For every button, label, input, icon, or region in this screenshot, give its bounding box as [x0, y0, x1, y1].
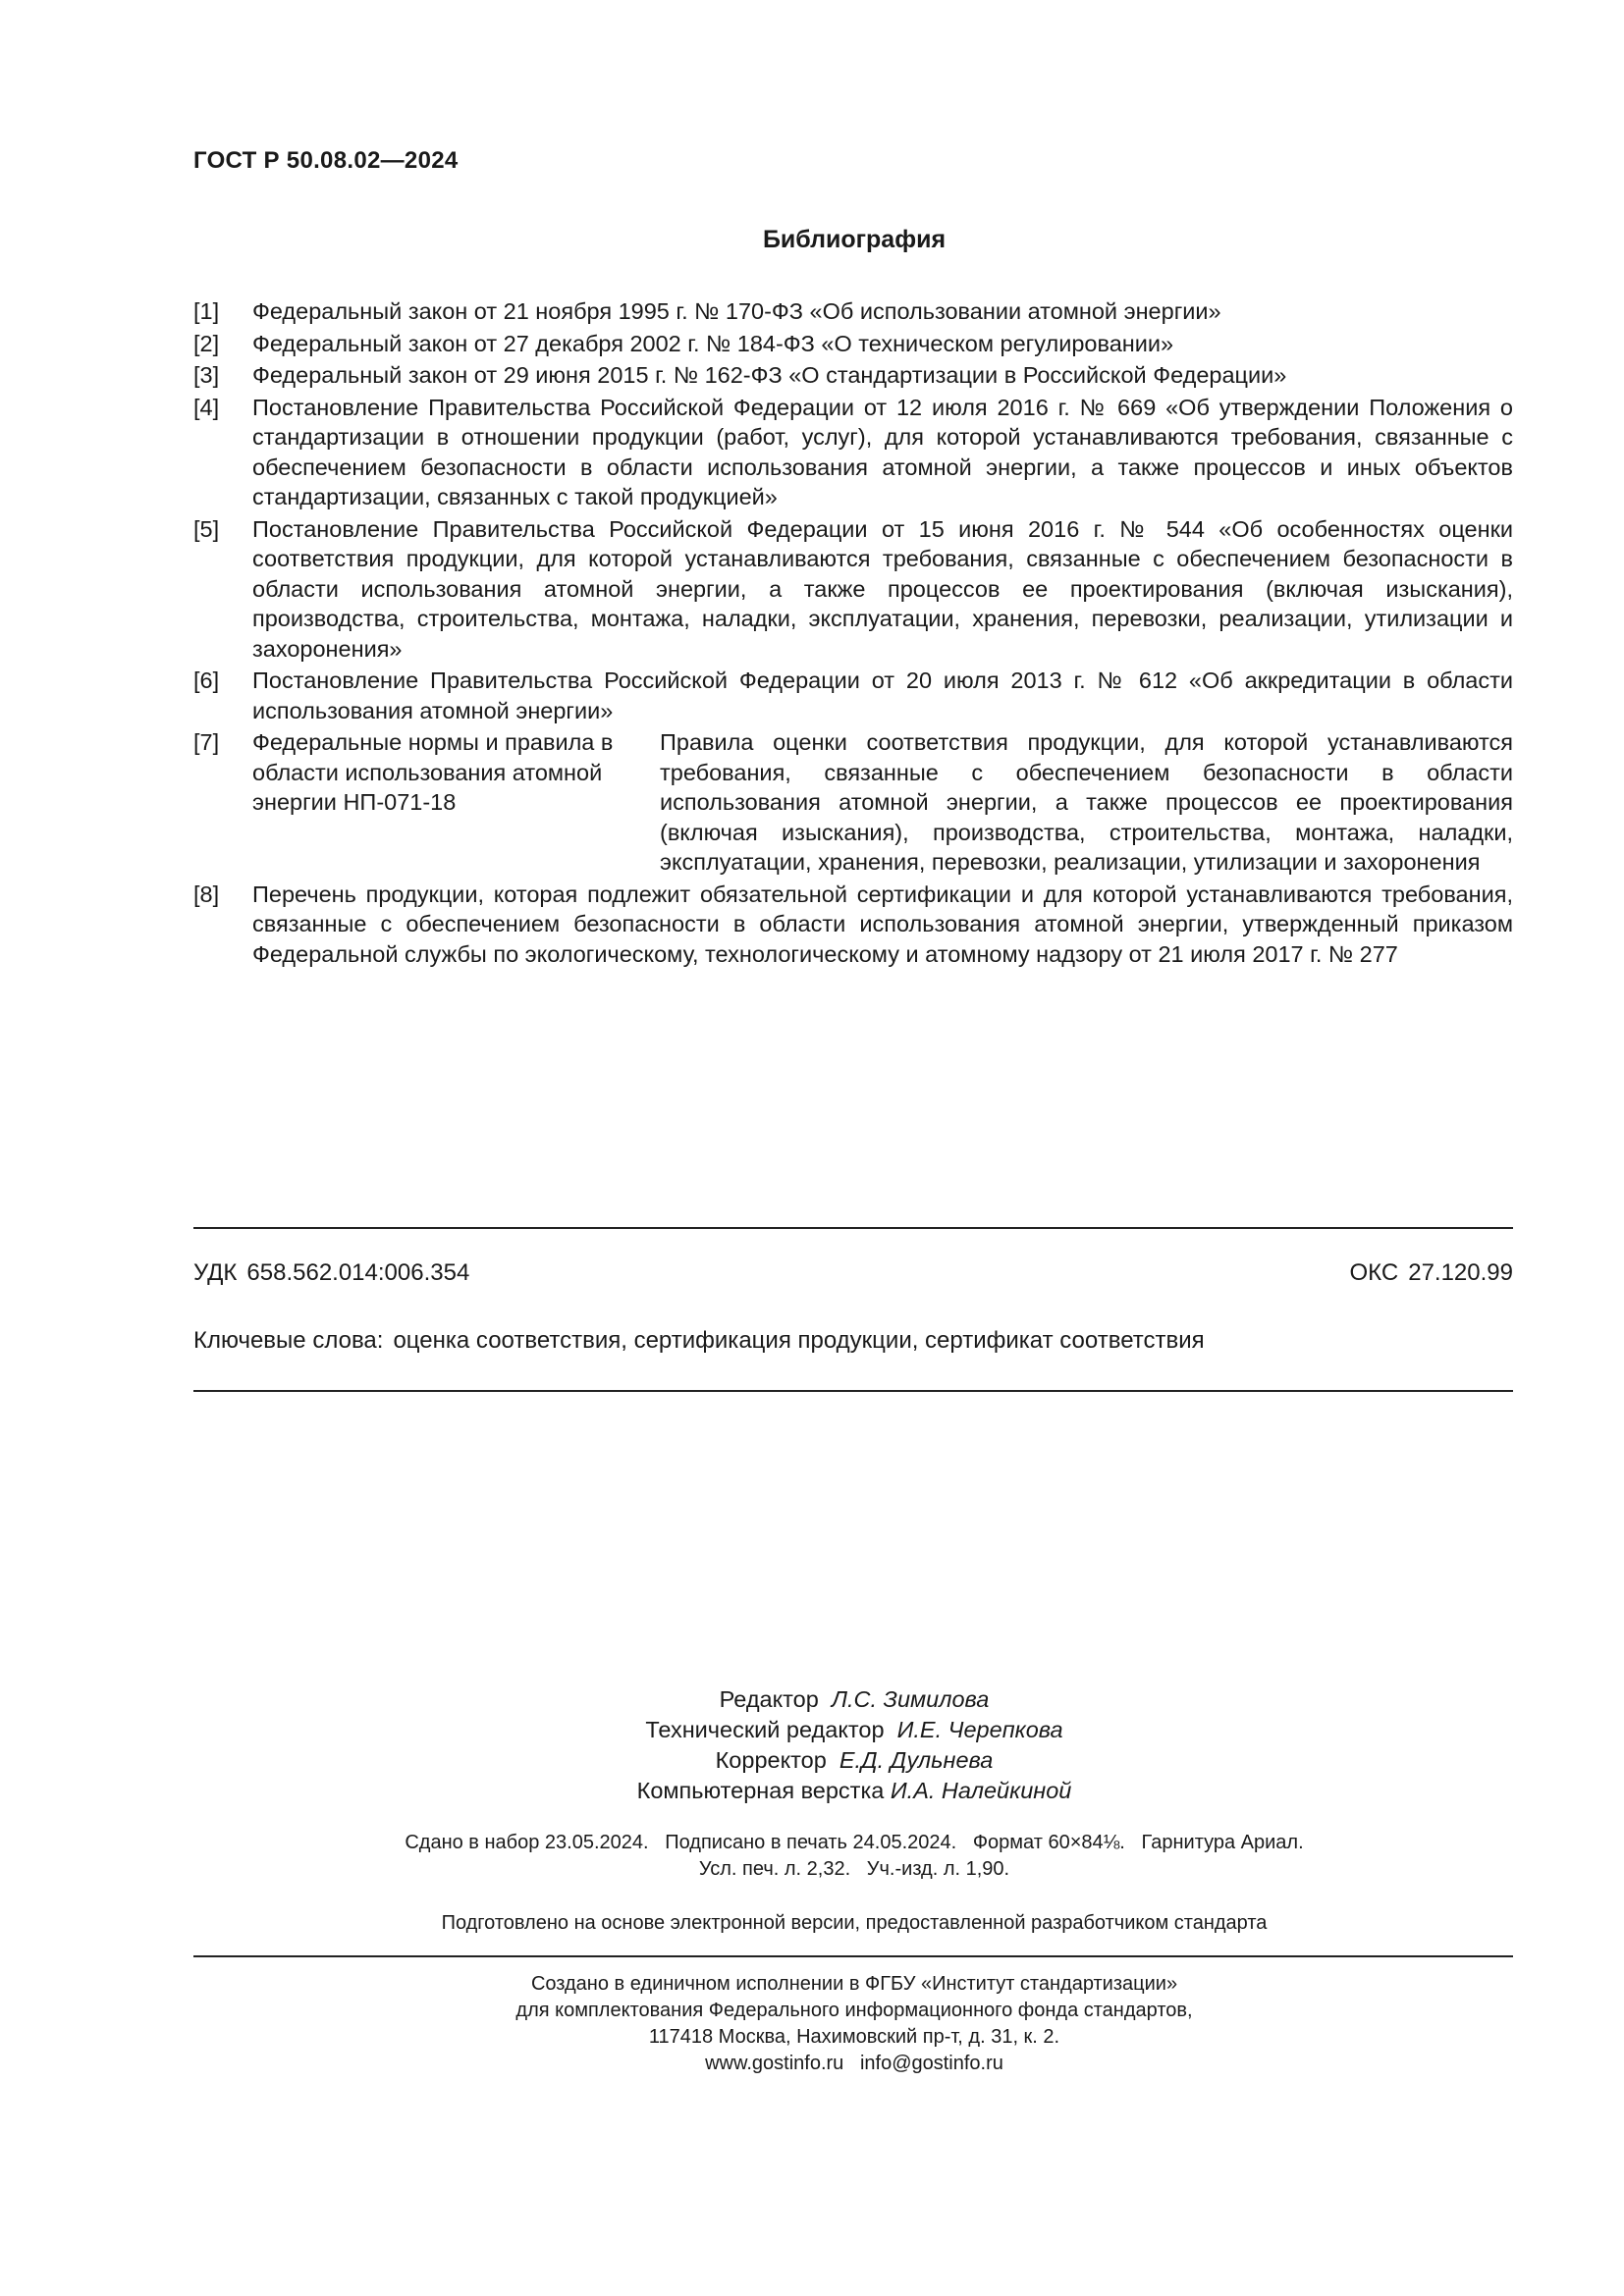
email-link[interactable]: info@gostinfo.ru — [859, 2053, 1003, 2074]
print-info-line: Усл. печ. л. 2,32. Уч.-изд. л. 1,90. — [698, 1858, 1010, 1880]
entry-text: Федеральный закон от 29 июня 2015 г. № 162-ФЗ «О стандартизации в Российской Федерации» — [252, 362, 1287, 388]
prepared-note: Подготовлено на основе электронной версии, предоставленной разработчиком стандарта — [441, 1912, 1268, 1934]
credit-name: Е.Д. Дульнева — [839, 1747, 994, 1773]
entry-number: [2] — [193, 330, 220, 356]
footer-contacts — [0, 2051, 1624, 2077]
keywords-value: оценка соответствия, сертификация продукции, сертификат соответствия — [393, 1327, 1205, 1354]
entry-text: Постановление Правительства Российской Федерации от 15 июня 2016 г. № 544 «Об особенностях оценки соответствия продукции, для которой устанавливаются требования, связанные с обеспечением безопасности в области использования атомной энергии, а также процессов ее проектирования (включая изыскания), производства, строительства, монтажа, наладки, эксплуатации, хранения, перевозки, реализации, утилизации и захоронения» — [252, 515, 1513, 662]
document-code: ГОСТ Р 50.08.02—2024 — [193, 147, 459, 174]
publisher-footer — [0, 1971, 1624, 2077]
credit-role: Компьютерная верстка — [636, 1778, 885, 1803]
credit-line — [0, 1684, 1624, 1715]
bibliography-entry — [193, 329, 1513, 359]
entry-number: [3] — [193, 362, 220, 388]
bibliography-list — [193, 296, 1513, 971]
divider-top — [193, 1227, 1513, 1229]
bibliography-entry — [193, 880, 1513, 970]
print-info — [0, 1830, 1624, 1883]
bibliography-entry — [193, 727, 1513, 878]
udk-code — [193, 1259, 469, 1287]
entry-text: Постановление Правительства Российской Федерации от 20 июля 2013 г. № 612 «Об аккредитации в области использования атомной энергии» — [252, 667, 1513, 723]
keywords — [193, 1327, 1205, 1355]
keywords-label: Ключевые слова: — [193, 1327, 384, 1354]
print-info-line: Сдано в набор 23.05.2024. Подписано в печать 24.05.2024. Формат 60×84⅛. Гарнитура Ариал. — [405, 1832, 1304, 1853]
entry-number: [5] — [193, 515, 220, 542]
credit-name: И.Е. Черепкова — [896, 1717, 1063, 1742]
credit-name: И.А. Налейкиной — [890, 1778, 1072, 1803]
entry-text: Правила оценки соответствия продукции, для которой устанавливаются требования, связанные с обеспечением безопасности в области использования атомной энергии, а также процессов ее проектирования (включая изыскания), производства, строительства, монтажа, наладки, эксплуатации, хранения, перевозки, реализации, утилизации и захоронения — [660, 729, 1513, 875]
entry-text: Постановление Правительства Российской Федерации от 12 июля 2016 г. № 669 «Об утверждении Положения о стандартизации в отношении продукции (работ, услуг), для которой устанавливаются требования, связанные с обеспечением безопасности в области использования атомной энергии, а также процессов и иных объектов стандартизации, связанных с такой продукцией» — [252, 394, 1513, 509]
credit-line — [0, 1745, 1624, 1776]
credit-role: Корректор — [715, 1747, 827, 1773]
oks-value: 27.120.99 — [1408, 1259, 1513, 1286]
credit-line — [0, 1715, 1624, 1745]
entry-number: [8] — [193, 881, 220, 907]
credit-name: Л.С. Зимилова — [831, 1686, 990, 1712]
entry-number: [7] — [193, 729, 220, 755]
credit-line — [0, 1776, 1624, 1806]
udk-label: УДК — [193, 1259, 238, 1286]
bibliography-title: Библиография — [762, 226, 947, 253]
footer-line: 117418 Москва, Нахимовский пр-т, д. 31, к. 2. — [648, 2026, 1060, 2048]
entry-source: Федеральные нормы и правила в области использования атомной энергии НП-071-18 — [252, 729, 614, 815]
bibliography-entry — [193, 296, 1513, 327]
credit-role: Редактор — [719, 1686, 819, 1712]
udk-value: 658.562.014:006.354 — [246, 1259, 470, 1286]
entry-text: Федеральный закон от 27 декабря 2002 г. № 184-ФЗ «О техническом регулировании» — [252, 330, 1174, 356]
divider-keywords — [193, 1390, 1513, 1392]
credits-block — [0, 1684, 1624, 1806]
bibliography-entry — [193, 360, 1513, 391]
footer-line: для комплектования Федерального информационного фонда стандартов, — [515, 2000, 1193, 2021]
credit-role: Технический редактор — [645, 1717, 885, 1742]
entry-number: [6] — [193, 667, 220, 693]
entry-text: Перечень продукции, которая подлежит обязательной сертификации и для которой устанавливаются требования, связанные с обеспечением безопасности в области использования атомной энергии, утвержденный приказом Федеральной службы по экологическому, технологическому и атомному надзору от 21 июля 2017 г. № 277 — [252, 881, 1513, 967]
bibliography-entry — [193, 393, 1513, 512]
entry-number: [1] — [193, 298, 220, 324]
entry-text: Федеральный закон от 21 ноября 1995 г. № 170-ФЗ «Об использовании атомной энергии» — [252, 298, 1221, 324]
footer-line: Создано в единичном исполнении в ФГБУ «Институт стандартизации» — [530, 1973, 1178, 1995]
entry-number: [4] — [193, 394, 220, 420]
oks-code — [1350, 1259, 1514, 1287]
bibliography-entry — [193, 666, 1513, 725]
divider-footer — [193, 1955, 1513, 1957]
website-link[interactable]: www.gostinfo.ru — [705, 2053, 844, 2074]
oks-label: ОКС — [1349, 1259, 1399, 1286]
bibliography-entry — [193, 514, 1513, 665]
